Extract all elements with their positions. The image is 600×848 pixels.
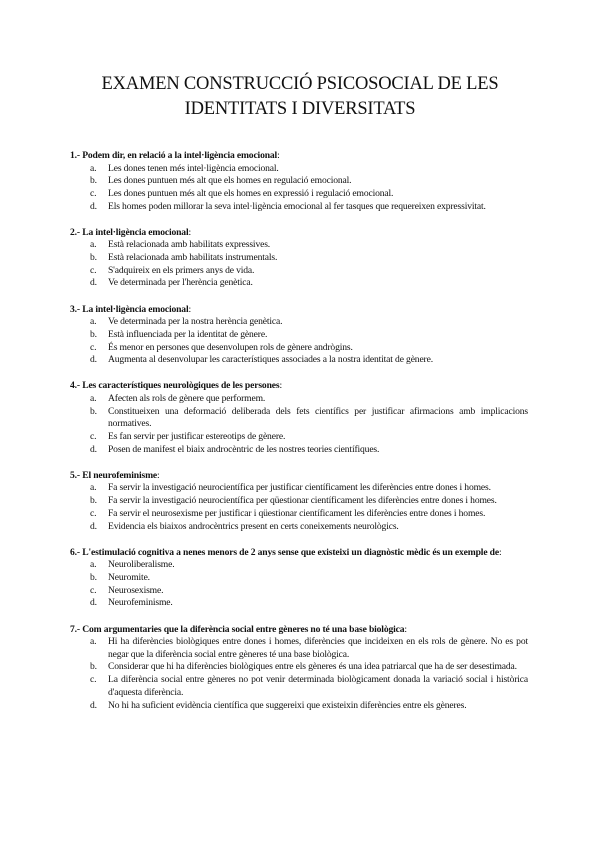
exam-title-line-1: EXAMEN CONSTRUCCIÓ PSICOSOCIAL DE LES: [101, 74, 499, 94]
option-text: Fa servir la investigació neurocientífica per justificar científicament les diferències entre dones i homes.: [108, 482, 491, 494]
option-text: Posen de manifest el biaix androcèntric de les nostres teories científiques.: [108, 443, 380, 455]
question-number: 4.-: [70, 380, 80, 392]
question-suffix: :: [498, 546, 502, 558]
option-letter: c.: [90, 674, 97, 686]
option-text: Augmenta al desenvolupar les característiques associades a la nostra identitat de gènere.: [108, 354, 433, 366]
option-text: Ve determinada per la nostra herència genètica.: [108, 316, 283, 328]
question-heading: [70, 227, 188, 238]
question-text: Com argumentaries que la diferència social entre gèneres no té una base biològica: [82, 623, 405, 635]
option-text: Està relacionada amb habilitats expressives.: [108, 239, 271, 251]
question-title: [70, 150, 528, 163]
question-suffix: :: [188, 303, 191, 315]
question-suffix: :: [277, 150, 280, 161]
option-text: Fa servir el neurosexisme per justificar i qüestionar científicament les diferències entre dones i homes.: [108, 507, 486, 519]
question-3: [70, 304, 528, 367]
option-text: Hi ha diferències biològiques entre dones i homes, diferències que incideixen en els rols de gènere. No es pot negar que la diferència social entre gèneres té una base biològica.: [108, 636, 528, 660]
option-item: [70, 495, 528, 508]
option-list: [70, 559, 528, 610]
option-text: Evidencia els biaixos androcèntrics present en certs coneixements neurològics.: [108, 520, 399, 532]
option-item: [70, 342, 528, 355]
question-suffix: :: [279, 380, 282, 392]
option-item: [70, 661, 528, 674]
exam-title: [60, 72, 540, 122]
option-item: [70, 239, 528, 252]
option-list: [70, 163, 528, 214]
option-text: Neuroliberalisme.: [108, 559, 175, 571]
option-list: [70, 393, 528, 457]
option-letter: b.: [90, 328, 97, 340]
option-item: [70, 329, 528, 342]
option-letter: c.: [90, 431, 97, 443]
question-title: [70, 227, 528, 240]
option-text: Es fan servir per justificar estereotips de gènere.: [108, 431, 286, 443]
option-letter: c.: [90, 584, 97, 596]
option-item: [70, 585, 528, 598]
option-letter: b.: [90, 175, 97, 187]
option-text: Els homes poden millorar la seva intel·ligència emocional al fer tasques que requereixen expressivitat.: [108, 200, 486, 212]
option-text: Està relacionada amb habilitats instrumentals.: [108, 252, 278, 264]
option-letter: a.: [90, 559, 97, 571]
exam-title-line-2: IDENTITATS I DIVERSITATS: [184, 99, 416, 119]
option-item: [70, 444, 528, 457]
option-list: [70, 636, 528, 712]
option-text: Neurosexisme.: [108, 584, 164, 596]
option-item: [70, 252, 528, 265]
option-item: [70, 201, 528, 214]
option-text: Les dones puntuen més alt que els homes en expressió i regulació emocional.: [108, 187, 394, 199]
option-letter: a.: [90, 239, 97, 251]
option-text: Les dones tenen més intel·ligència emocional.: [108, 162, 279, 174]
option-item: [70, 521, 528, 534]
option-letter: d.: [90, 520, 97, 532]
question-text: Les característiques neurològiques de les persones: [82, 380, 280, 392]
option-list: [70, 316, 528, 367]
question-2: [70, 227, 528, 290]
question-number: 5.-: [70, 469, 80, 481]
option-letter: d.: [90, 200, 97, 212]
option-letter: c.: [90, 507, 97, 519]
option-item: [70, 636, 528, 661]
option-letter: b.: [90, 661, 97, 673]
option-item: [70, 163, 528, 176]
option-text: Constitueixen una deformació deliberada dels fets científics per justificar afirmacions amb implicacions normatives.: [108, 405, 528, 430]
option-letter: c.: [90, 187, 97, 199]
question-6: [70, 547, 528, 610]
option-item: [70, 572, 528, 585]
option-letter: d.: [90, 597, 97, 609]
question-heading: [70, 547, 499, 558]
question-suffix: :: [188, 226, 191, 238]
question-text: El neurofeminisme: [82, 469, 158, 481]
option-item: [70, 188, 528, 201]
question-1: [70, 150, 528, 213]
option-letter: d.: [90, 699, 97, 711]
option-letter: c.: [90, 264, 97, 276]
question-number: 7.-: [70, 623, 80, 635]
question-4: [70, 380, 528, 456]
option-text: Està influenciada per la identitat de gènere.: [108, 328, 268, 340]
option-item: [70, 559, 528, 572]
option-letter: a.: [90, 316, 97, 328]
option-text: Fa servir la investigació neurocientífica per qüestionar científicament les diferències entre dones i homes.: [108, 495, 497, 507]
option-letter: a.: [90, 636, 97, 648]
option-item: [70, 354, 528, 367]
question-list: [70, 150, 528, 726]
option-letter: b.: [90, 495, 97, 507]
question-title: [70, 380, 528, 393]
option-letter: b.: [90, 405, 97, 417]
option-text: La diferència social entre gèneres no pot venir determinada biològicament donada la variació social i històrica d'aquesta diferència.: [108, 674, 528, 698]
option-letter: a.: [90, 392, 97, 404]
option-item: [70, 265, 528, 278]
option-text: És menor en persones que desenvolupen rols de gènere andrògins.: [108, 341, 353, 353]
option-item: [70, 406, 528, 431]
option-text: Ve determinada per l'herència genètica.: [108, 277, 253, 289]
option-item: [70, 482, 528, 495]
question-number: 1.-: [70, 150, 80, 161]
option-letter: d.: [90, 443, 97, 455]
question-heading: [70, 150, 277, 161]
question-text: La intel·ligència emocional: [82, 303, 189, 315]
question-number: 6.-: [70, 546, 80, 558]
option-letter: c.: [90, 341, 97, 353]
option-letter: b.: [90, 571, 97, 583]
option-text: Afecten als rols de gènere que performem.: [108, 392, 266, 404]
option-text: Neuromite.: [108, 571, 150, 583]
question-text: L'estimulació cognitiva a nenes menors de 2 anys sense que existeixi un diagnòstic mèdic és un exemple de: [82, 546, 499, 558]
option-text: Neurofeminisme.: [108, 597, 173, 609]
option-item: [70, 597, 528, 610]
question-title: [70, 547, 528, 560]
question-heading: [70, 304, 188, 315]
option-letter: a.: [90, 482, 97, 494]
question-5: [70, 470, 528, 533]
question-heading: [70, 380, 279, 391]
option-item: [70, 431, 528, 444]
option-text: Les dones puntuen més alt que els homes en regulació emocional.: [108, 175, 352, 187]
option-text: No hi ha suficient evidència científica que suggereixi que existeixin diferències entre els gèneres.: [108, 699, 467, 711]
question-text: La intel·ligència emocional: [82, 226, 189, 238]
option-item: [70, 508, 528, 521]
question-number: 3.-: [70, 303, 80, 315]
option-letter: a.: [90, 162, 97, 174]
option-text: S'adquireix en els primers anys de vida.: [108, 264, 255, 276]
question-suffix: :: [404, 623, 407, 635]
question-heading: [70, 624, 404, 635]
option-item: [70, 175, 528, 188]
option-list: [70, 239, 528, 290]
option-list: [70, 482, 528, 533]
option-letter: d.: [90, 277, 97, 289]
option-item: [70, 674, 528, 699]
option-letter: d.: [90, 354, 97, 366]
option-item: [70, 277, 528, 290]
option-letter: b.: [90, 252, 97, 264]
option-text: Considerar que hi ha diferències biològiques entre els gèneres és una idea patriarcal que ha de ser desestimada.: [108, 661, 517, 673]
question-7: [70, 624, 528, 713]
option-item: [70, 700, 528, 713]
question-text: Podem dir, en relació a la intel·ligència emocional: [82, 150, 278, 161]
question-heading: [70, 470, 157, 481]
question-suffix: :: [157, 469, 160, 481]
question-title: [70, 624, 528, 637]
question-title: [70, 304, 528, 317]
question-number: 2.-: [70, 226, 80, 238]
option-item: [70, 316, 528, 329]
question-title: [70, 470, 528, 483]
option-item: [70, 393, 528, 406]
